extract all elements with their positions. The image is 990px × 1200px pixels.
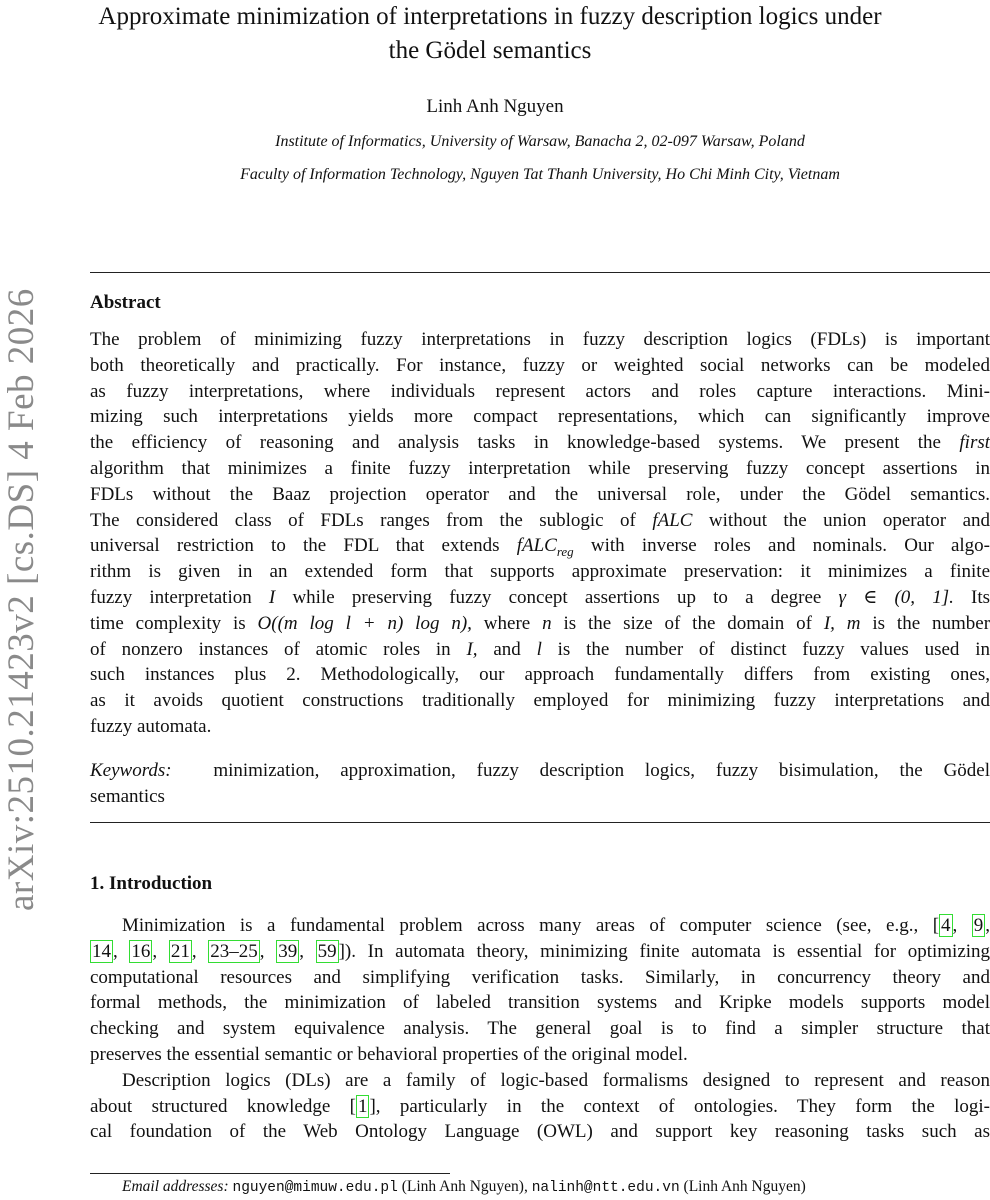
intro-line: 14 , 16 , 21 , 23–25 , 39 , 59 ]). In automata theory, minimizing finite automata is essential for optimizing — [92, 940, 990, 962]
abstract-line: fuzzy interpretation I while preserving fuzzy concept assertions up to a degree γ ∈ (0, 1]. Its — [90, 586, 990, 608]
abstract-line: mizing such interpretations yields more compact representations, which can significantly improve — [90, 406, 990, 428]
abstract-line: The problem of minimizing fuzzy interpretations in fuzzy description logics (FDLs) is important — [90, 329, 990, 350]
citation-link[interactable]: 16 — [131, 940, 151, 962]
abstract-line: the efficiency of reasoning and analysis tasks in knowledge-based systems. We present the first — [90, 432, 990, 454]
citation-link[interactable]: 39 — [278, 940, 298, 962]
title-line-2: the Gödel semantics — [388, 37, 592, 64]
keywords-line: Keywords: minimization, approximation, fuzzy description logics, fuzzy bisimulation, the Gödel — [90, 760, 990, 781]
abstract-line: as fuzzy interpretations, where individuals represent actors and roles capture interactions. Mini- — [90, 380, 990, 402]
abstract-line: algorithm that minimizes a finite fuzzy interpretation while preserving fuzzy concept assertions in — [90, 457, 990, 479]
footnote-divider — [90, 1173, 450, 1174]
affiliation-1: Institute of Informatics, University of Warsaw, Banacha 2, 02-097 Warsaw, Poland — [275, 133, 805, 150]
keywords-label: Keywords: — [90, 760, 172, 781]
abstract-line: fuzzy automata. — [90, 715, 212, 737]
abstract-line: both theoretically and practically. For instance, fuzzy or weighted social networks can be modeled — [90, 354, 990, 376]
abstract-line: The considered class of FDLs ranges from the sublogic of fALC without the union operator and — [90, 509, 990, 531]
citation-link[interactable]: 23–25 — [210, 940, 258, 962]
top-divider — [90, 272, 990, 273]
abstract-line: such instances plus 2. Methodologically, our approach fundamentally differs from existing ones, — [90, 664, 990, 686]
intro-line: about structured knowledge [ 1 ], particularly in the context of ontologies. They form the logi- — [90, 1095, 990, 1117]
affiliation-2: Faculty of Information Technology, Nguyen Tat Thanh University, Ho Chi Minh City, Vietnam — [240, 166, 840, 183]
intro-line: cal foundation of the Web Ontology Language (OWL) and support key reasoning tasks such as — [90, 1121, 990, 1143]
abstract-line: of nonzero instances of atomic roles in I, and l is the number of distinct fuzzy values used in — [90, 638, 990, 660]
abstract-bottom-divider — [90, 822, 990, 823]
keywords-line: semantics — [90, 786, 165, 807]
citation-link[interactable]: 14 — [92, 940, 111, 962]
intro-line: computational resources and simplifying verification tasks. Similarly, in concurrency theory and — [90, 966, 990, 988]
abstract-line: FDLs without the Baaz projection operator and the universal role, under the Gödel semantics. — [90, 483, 990, 505]
email-link[interactable]: nguyen@mimuw.edu.pl — [232, 1180, 398, 1196]
abstract-line: as it avoids quotient constructions traditionally employed for minimizing fuzzy interpretations and — [90, 690, 990, 712]
introduction-body — [90, 913, 990, 1145]
abstract-line: universal restriction to the FDL that extends fALC$_{reg}$ with inverse roles and nominals. Our algo- — [90, 535, 990, 560]
citation-link[interactable]: 9 — [973, 915, 984, 936]
abstract-line: time complexity is O((m log l + n) log n), where n is the size of the domain of I, m is the number — [90, 612, 990, 634]
intro-line: Description logics (DLs) are a family of logic-based formalisms designed to represent and reason — [122, 1069, 990, 1091]
citation-link[interactable]: 59 — [317, 940, 337, 962]
footnote-email: Email addresses: nguyen@mimuw.edu.pl (Linh Anh Nguyen), nalinh@ntt.edu.vn (Linh Anh Nguyen) — [122, 1178, 806, 1196]
title-line-1: Approximate minimization of interpretations in fuzzy description logics under — [98, 3, 882, 30]
section-heading-introduction: 1. Introduction — [90, 873, 213, 894]
citation-link[interactable]: 4 — [941, 915, 951, 936]
intro-line: formal methods, the minimization of labeled transition systems and Kripke models supports model — [90, 992, 990, 1014]
paper-title — [80, 0, 900, 68]
abstract-body — [90, 327, 990, 740]
intro-line: preserves the essential semantic or behavioral properties of the original model. — [90, 1043, 688, 1065]
email-link[interactable]: nalinh@ntt.edu.vn — [531, 1180, 680, 1196]
intro-line: Minimization is a fundamental problem across many areas of computer science (see, e.g., [ 4 , 9 , — [122, 915, 990, 936]
author-name: Linh Anh Nguyen — [426, 96, 564, 117]
keywords — [90, 758, 990, 810]
arxiv-identifier-sidebar: arXiv:2510.21423v2 [cs.DS] 4 Feb 2026 — [1, 288, 42, 912]
intro-line: checking and system equivalence analysis. The general goal is to find a simpler structure that — [90, 1018, 990, 1040]
abstract-line: rithm is given in an extended form that supports approximate preservation: it minimizes a finite — [90, 561, 990, 583]
footnote-label: Email addresses: — [122, 1178, 229, 1195]
citation-link[interactable]: 21 — [170, 940, 190, 962]
citation-link[interactable]: 1 — [357, 1095, 368, 1117]
abstract-heading: Abstract — [90, 292, 161, 313]
